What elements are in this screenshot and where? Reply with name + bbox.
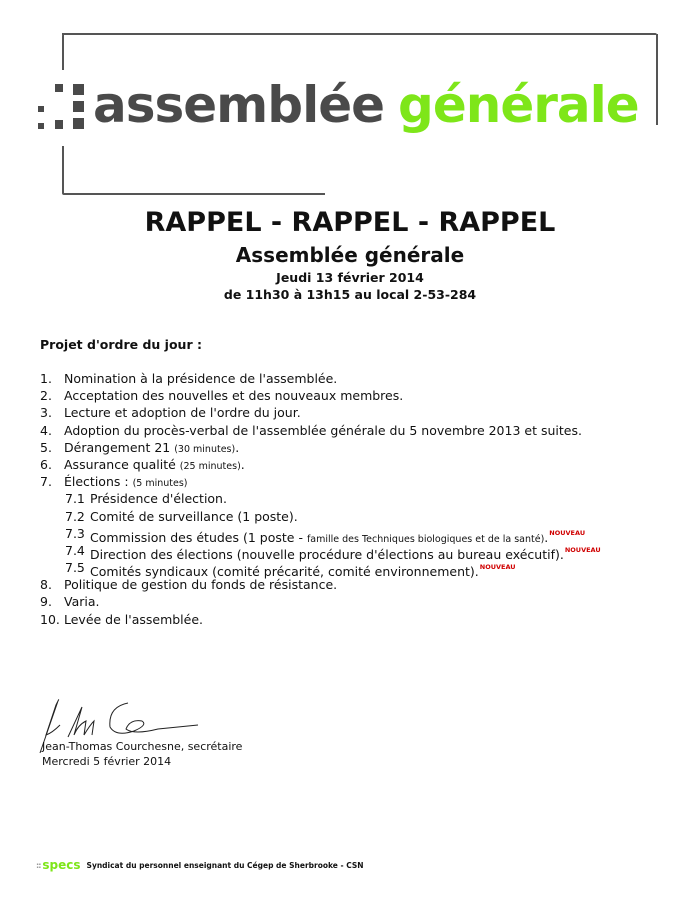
item-text: Lecture et adoption de l'ordre du jour. [64,405,301,421]
item-number: 7.1 [65,491,85,507]
item-number: 4. [40,422,52,438]
item-number: 10. [40,611,60,627]
item-number: 5. [40,439,52,455]
item-main-text: Commission des études (1 poste - [90,529,307,545]
new-badge: NOUVEAU [549,528,586,537]
footer-dots-icon: :: [36,860,41,870]
logo-title [93,70,639,140]
signer-name: Jean-Thomas Courchesne, secrétaire [42,740,243,753]
footer-text: Syndicat du personnel enseignant du Cégep de Sherbrooke - CSN [86,860,364,870]
item-main-text: Élections : [64,474,133,490]
meeting-title: Assemblée générale [235,243,465,267]
agenda-title: Projet d'ordre du jour : [40,337,202,352]
item-duration: (30 minutes) [174,443,236,455]
item-number: 7. [40,474,52,490]
logo-word-generale: générale [398,76,639,134]
item-text: Levée de l'assemblée. [64,611,204,627]
item-text: Adoption du procès-verbal de l'assemblée générale du 5 novembre 2013 et suites. [64,422,582,438]
new-badge: NOUVEAU [564,545,601,554]
logo-word-assemblee: assemblée [93,76,385,134]
item-duration: (25 minutes) [179,460,241,472]
item-number: 6. [40,456,52,472]
item-tail: . [240,456,245,472]
item-number: 7.4 [65,542,85,558]
item-main-text: Dérangement 21 [64,439,175,455]
logo-frame-left-top [62,34,64,70]
item-note: famille des Techniques biologiques et de la santé) [306,533,545,545]
meeting-time-place: de 11h30 à 13h15 au local 2-53-284 [223,287,477,302]
logo-frame-bottom [62,193,325,195]
item-text: Varia. [64,594,100,610]
item-number: 9. [40,594,52,610]
meeting-date: Jeudi 13 février 2014 [276,270,424,285]
signature-date: Mercredi 5 février 2014 [42,755,172,768]
item-main-text: Direction des élections (nouvelle procédure d'élections au bureau exécutif). [90,546,564,562]
item-text: Comité de surveillance (1 poste). [90,508,298,524]
item-main-text: Comités syndicaux (comité précarité, comité environnement). [90,564,479,580]
logo-frame-right [656,34,658,125]
item-number: 7.3 [65,525,85,541]
item-text: Acceptation des nouvelles et des nouveaux membres. [64,388,404,404]
logo-frame-left-bottom [62,146,64,193]
logo-frame-top [62,33,657,35]
item-number: 7.2 [65,508,85,524]
item-main-text: Assurance qualité [64,456,180,472]
item-tail: . [235,439,240,455]
item-number: 3. [40,405,52,421]
footer-brand-logo: specs [42,858,81,872]
reminder-title: RAPPEL - RAPPEL - RAPPEL [144,207,556,238]
item-number: 1. [40,371,52,386]
item-text: Présidence d'élection. [90,491,227,507]
item-number: 8. [40,577,52,593]
item-text: Politique de gestion du fonds de résistance. [64,577,338,593]
item-tail: . [544,529,549,545]
item-text: Nomination à la présidence de l'assemblée. [64,371,338,386]
new-badge: NOUVEAU [479,563,516,572]
logo-dots-icon [38,84,88,134]
footer [36,858,364,872]
item-duration: (5 minutes) [132,478,188,490]
item-number: 2. [40,388,52,404]
item-number: 7.5 [65,560,85,576]
